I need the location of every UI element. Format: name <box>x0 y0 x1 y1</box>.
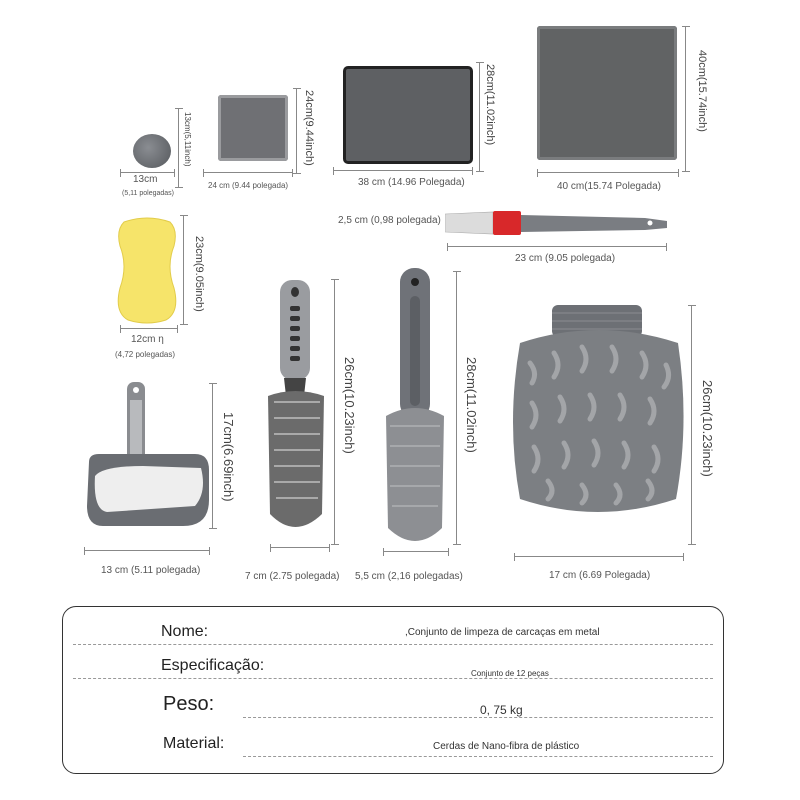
detail-brush-diameter-label: 2,5 cm (0,98 polegada) <box>338 215 441 226</box>
yellow-sponge-width-inch-label: (4,72 polegadas) <box>115 350 176 359</box>
large-towel-height-line <box>685 26 686 172</box>
yellow-sponge-width-label: 12cm η <box>131 334 164 345</box>
large-towel-width-label: 40 cm(15.74 Polegada) <box>557 181 661 192</box>
tire-brush-width-label: 13 cm (5.11 polegada) <box>101 565 201 576</box>
round-sponge-width-label: 13cm <box>133 174 158 185</box>
medium-towel-width-line <box>333 170 473 171</box>
weight-value: 0, 75 kg <box>480 703 523 717</box>
medium-towel-width-label: 38 cm (14.96 Polegada) <box>358 177 465 188</box>
small-towel-image <box>218 95 288 161</box>
material-value: Cerdas de Nano-fibra de plástico <box>433 741 580 752</box>
round-sponge-width-inch-label: (5,11 polegadas) <box>122 190 175 197</box>
round-sponge-width-line <box>120 172 175 173</box>
medium-towel-height-line <box>479 62 480 172</box>
yellow-sponge-image <box>114 216 180 324</box>
wheel-brush-height-line <box>456 271 457 545</box>
rim-brush-height-label: 26cm(10.23inch) <box>342 357 357 454</box>
wash-mitt-width-label: 17 cm (6.69 Polegada) <box>549 570 651 581</box>
detail-brush-length-line <box>447 246 667 247</box>
large-towel-width-line <box>537 172 679 173</box>
rim-brush-image <box>262 278 332 540</box>
wheel-brush-image <box>380 266 450 550</box>
name-underline <box>73 644 713 645</box>
spec-underline <box>73 678 713 679</box>
spec-box <box>62 606 724 774</box>
wash-mitt-height-label: 26cm(10.23inch) <box>700 380 715 477</box>
rim-brush-height-line <box>334 279 335 545</box>
tire-brush-image <box>83 380 213 530</box>
wheel-brush-width-label: 5,5 cm (2,16 polegadas) <box>355 571 463 582</box>
large-towel-height-label: 40cm(15.74inch) <box>696 50 708 132</box>
name-label: Nome: <box>161 623 209 640</box>
round-sponge-height-line <box>178 108 179 188</box>
small-towel-height-line <box>296 88 297 174</box>
material-underline <box>243 756 713 757</box>
large-towel-image <box>537 26 677 160</box>
small-towel-height-label: 24cm(9.44inch) <box>303 90 315 166</box>
spec-value: Conjunto de 12 peças <box>471 669 549 678</box>
small-towel-width-label: 24 cm (9.44 polegada) <box>208 181 289 190</box>
name-value: ,Conjunto de limpeza de carcaças em metal <box>405 627 600 638</box>
round-sponge-image <box>133 134 171 168</box>
material-label: Material: <box>163 735 225 752</box>
weight-underline <box>243 717 713 718</box>
yellow-sponge-height-label: 23cm(9.05inch) <box>193 236 205 312</box>
spec-label: Especificação: <box>161 657 265 674</box>
detail-brush-length-label: 23 cm (9.05 polegada) <box>515 253 616 264</box>
wheel-brush-height-label: 28cm(11.02inch) <box>464 357 479 453</box>
tire-brush-width-line <box>84 550 210 551</box>
wash-mitt-width-line <box>514 556 684 557</box>
rim-brush-width-label: 7 cm (2.75 polegada) <box>245 571 340 582</box>
yellow-sponge-height-line <box>183 215 184 325</box>
round-sponge-height-label: 13cm(5,11inch) <box>183 112 192 167</box>
wash-mitt-image <box>508 303 688 519</box>
weight-label: Peso: <box>163 693 215 715</box>
rim-brush-width-line <box>270 547 330 548</box>
detail-brush-image <box>445 206 670 240</box>
medium-towel-image <box>343 66 473 164</box>
yellow-sponge-width-line <box>120 328 178 329</box>
tire-brush-height-line <box>212 383 213 529</box>
wash-mitt-height-line <box>691 305 692 545</box>
medium-towel-height-label: 28cm(11.02inch) <box>484 64 496 146</box>
small-towel-width-line <box>203 172 293 173</box>
tire-brush-height-label: 17cm(6.69inch) <box>221 412 236 502</box>
wheel-brush-width-line <box>383 551 449 552</box>
